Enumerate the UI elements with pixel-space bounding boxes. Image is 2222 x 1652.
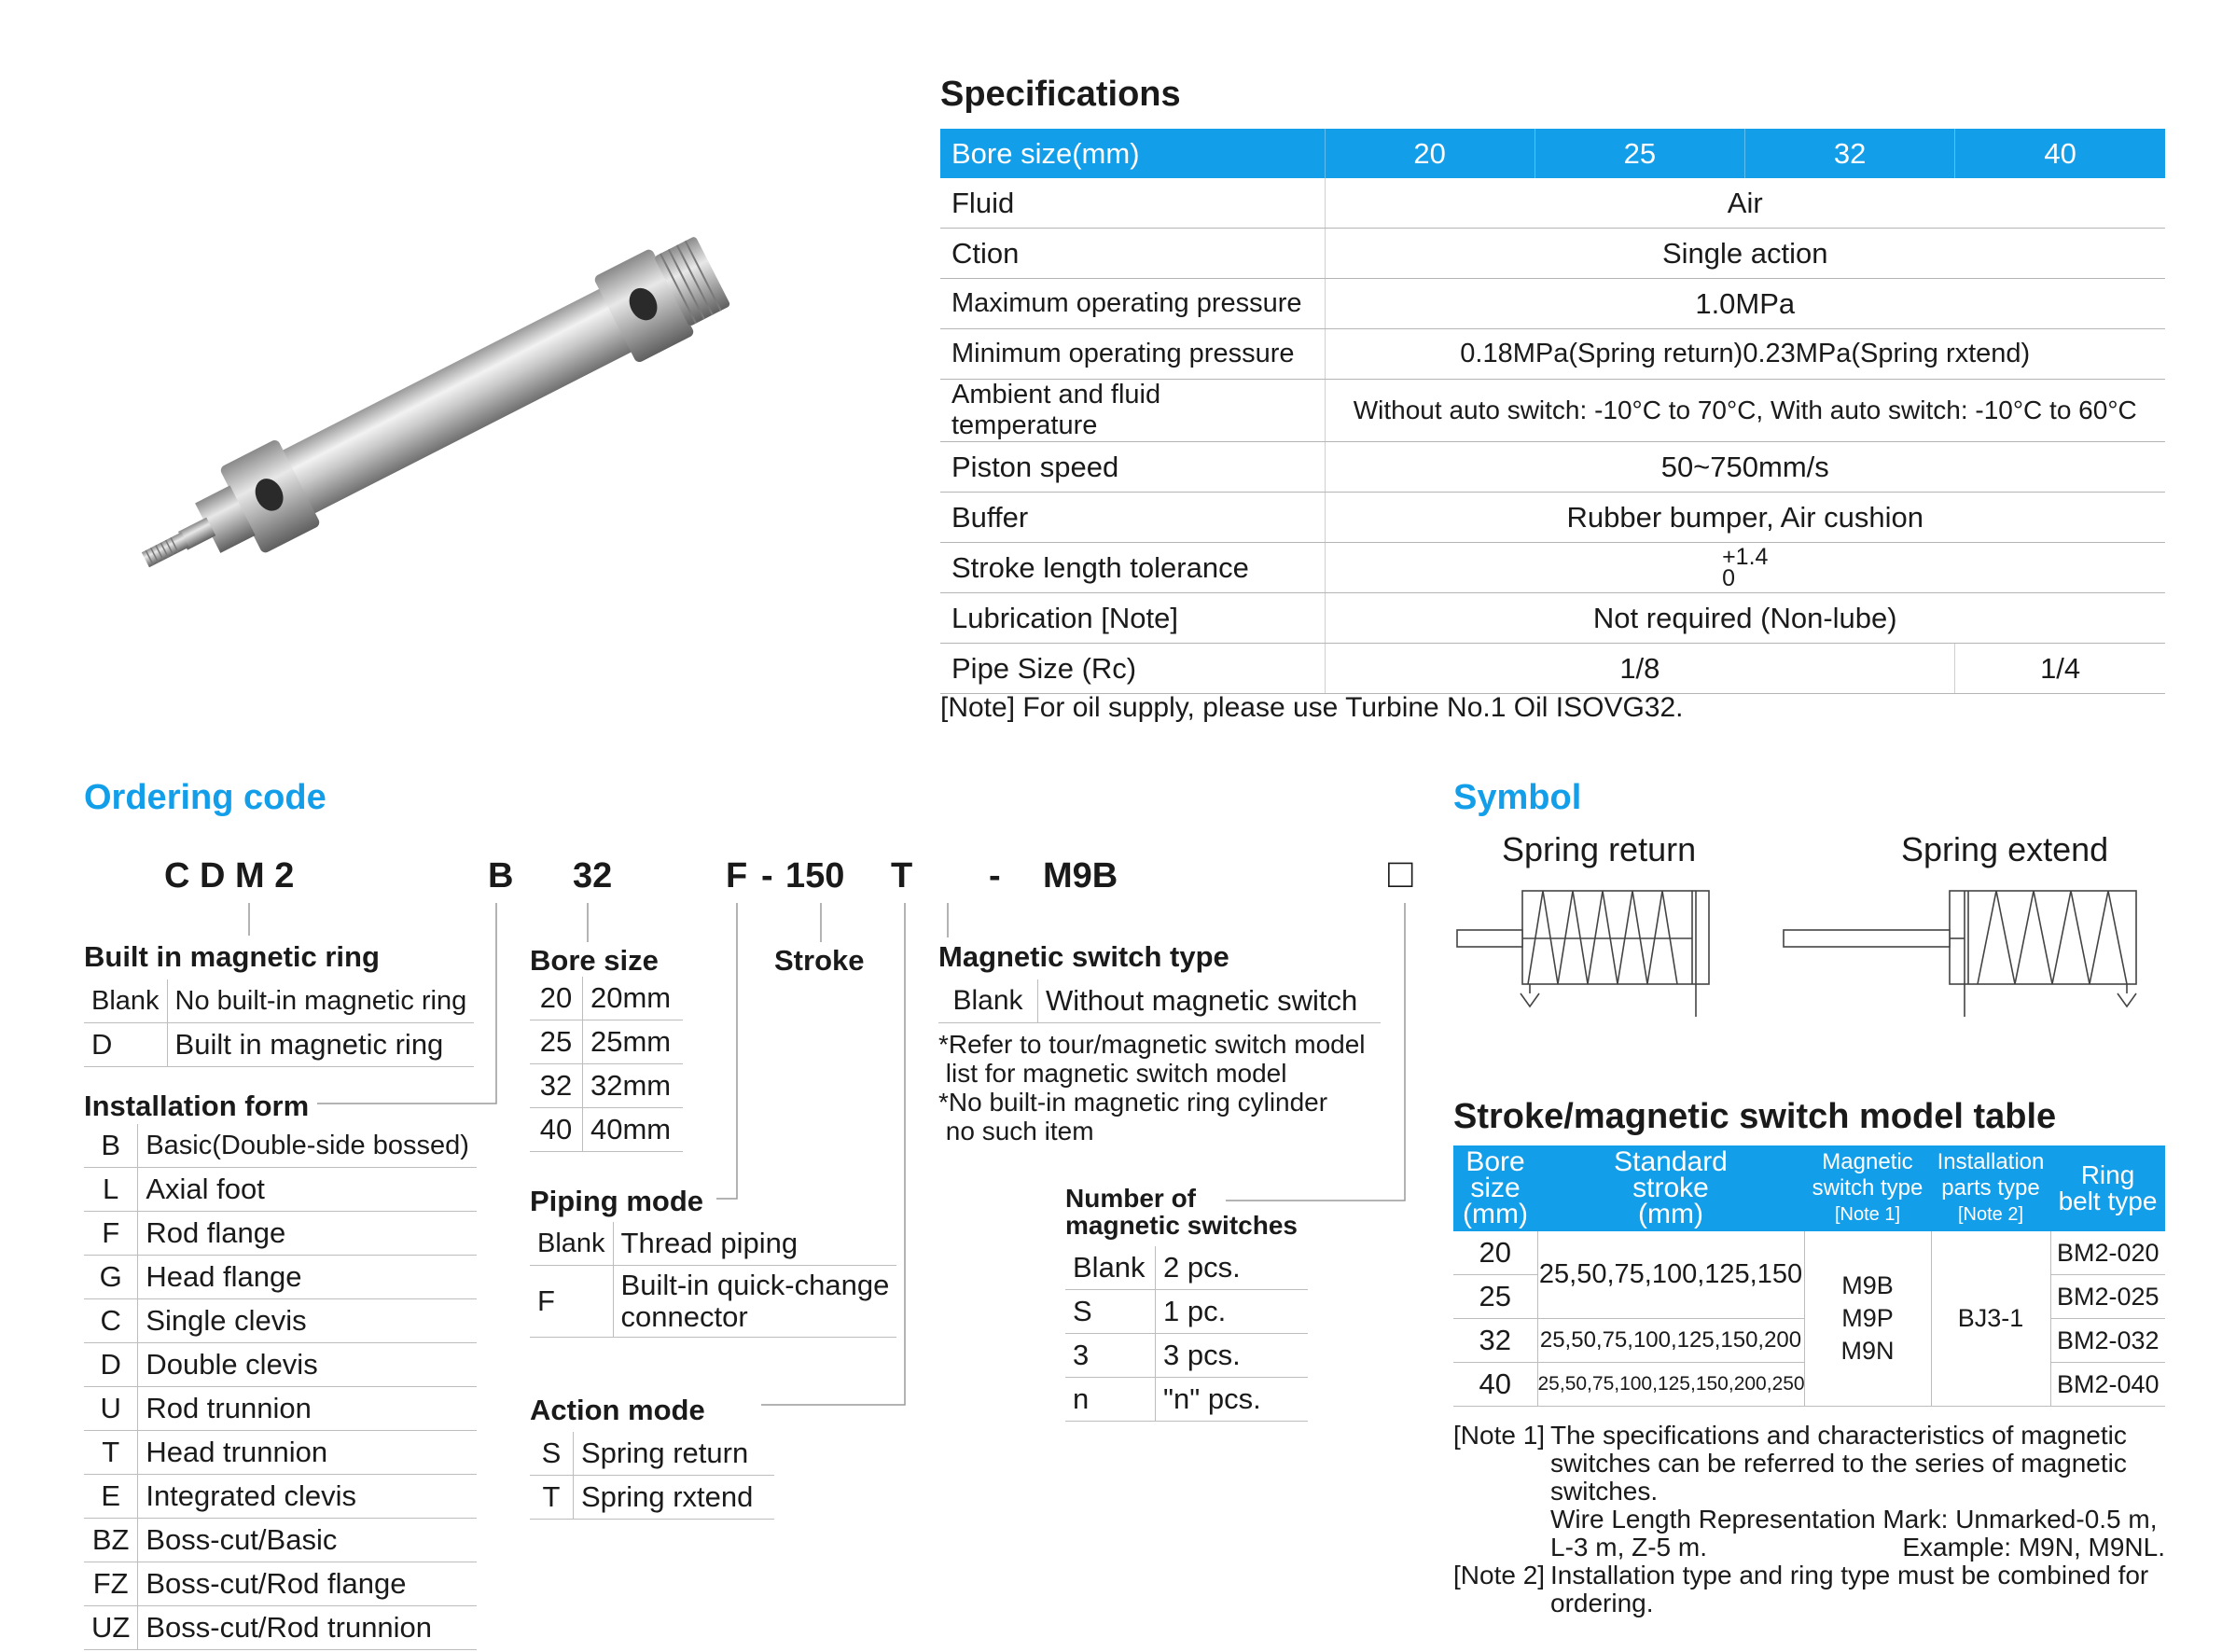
option-key: 20 [530, 977, 583, 1020]
spec-label: Buffer [940, 493, 1325, 543]
option-value: Single clevis [138, 1299, 477, 1343]
option-key: Blank [84, 979, 167, 1023]
option-value: "n" pcs. [1156, 1378, 1309, 1422]
note-last-right: Example: M9N, M9NL. [1902, 1533, 2165, 1562]
code-switch: M9B [1043, 856, 1118, 895]
spec-label: Ambient and fluid temperature [940, 380, 1325, 442]
symbol-spring-extend-label: Spring extend [1901, 830, 2109, 868]
spec-value: Without auto switch: -10°C to 70°C, With auto switch: -10°C to 60°C [1325, 380, 2165, 442]
option-row [84, 1168, 477, 1212]
specifications-note: [Note] For oil supply, please use Turbine No.1 Oil ISOVG32. [940, 692, 1684, 723]
option-row [530, 1476, 774, 1520]
option-key: BZ [84, 1519, 138, 1562]
stroke-table-notes [1453, 1422, 2165, 1617]
option-row [530, 1266, 896, 1338]
option-value: Spring return [574, 1432, 775, 1476]
option-value: 1 pc. [1156, 1290, 1309, 1334]
piping-mode-table [530, 1222, 896, 1338]
option-value: Axial foot [138, 1168, 477, 1212]
note-1 [1453, 1422, 2165, 1562]
option-key: B [84, 1124, 138, 1168]
switch-type-cell: M9B M9P M9N [1804, 1231, 1931, 1407]
option-row [530, 1108, 683, 1152]
note-2 [1453, 1562, 2165, 1617]
specifications-title: Specifications [940, 75, 1181, 114]
action-mode-title: Action mode [530, 1394, 705, 1426]
num-switches-title-line1: Number of [1065, 1184, 1196, 1213]
option-value: Rod flange [138, 1212, 477, 1256]
spec-value: 1/4 [1955, 644, 2165, 694]
spec-value: Air [1325, 178, 2165, 229]
option-row [84, 1431, 477, 1475]
option-value: Boss-cut/Rod flange [138, 1562, 477, 1606]
stroke-table-header-row [1453, 1145, 2165, 1231]
note-text [1550, 1422, 2165, 1562]
option-row [84, 1256, 477, 1299]
option-value: Double clevis [138, 1343, 477, 1387]
option-value: Head trunnion [138, 1431, 477, 1475]
note-key: [Note 2] [1453, 1561, 1546, 1590]
option-value: Boss-cut/Rod trunnion [138, 1606, 477, 1650]
option-value: No built-in magnetic ring [167, 979, 474, 1023]
option-key: D [84, 1023, 167, 1067]
spec-value: Not required (Non-lube) [1325, 593, 2165, 644]
code-bore: 32 [573, 856, 613, 895]
spec-label: Piston speed [940, 442, 1325, 493]
install-part-cell: BJ3-1 [1931, 1231, 2050, 1407]
option-key: S [1065, 1290, 1156, 1334]
option-key: UZ [84, 1606, 138, 1650]
num-switches-title-line2: magnetic switches [1065, 1211, 1298, 1240]
header-stroke: Standard stroke (mm) [1537, 1145, 1804, 1231]
code-piping: F [726, 856, 748, 895]
tolerance-upper: +1.4 [1722, 544, 1769, 570]
header-install-type [1931, 1145, 2050, 1231]
header-switch-type-label: Magnetic switch type [1812, 1149, 1923, 1201]
bore-cell: 32 [1453, 1319, 1537, 1363]
option-key: F [84, 1212, 138, 1256]
option-value: Spring rxtend [574, 1476, 775, 1520]
note-text: Installation type and ring type must be combined for ordering. [1550, 1561, 2149, 1617]
option-key: U [84, 1387, 138, 1431]
option-row [1065, 1334, 1308, 1378]
note-key: [Note 1] [1453, 1421, 1546, 1450]
stroke-table-title: Stroke/magnetic switch model table [1453, 1097, 2057, 1136]
option-row [84, 1212, 477, 1256]
option-value: 25mm [583, 1020, 684, 1064]
option-key: F [530, 1266, 613, 1338]
magnetic-switch-notes: *Refer to tour/magnetic switch model list for magnetic switch model *No built-in magnetic ring cylinder no such item [938, 1030, 1366, 1145]
option-key: 32 [530, 1064, 583, 1108]
option-row [530, 1222, 896, 1266]
option-row [938, 979, 1381, 1023]
option-row [84, 1343, 477, 1387]
option-row [1065, 1290, 1308, 1334]
spec-value: Single action [1325, 229, 2165, 279]
header-ring-type: Ring belt type [2050, 1145, 2165, 1231]
header-switch-type-note: [Note 1] [1834, 1204, 1901, 1225]
bore-size-title: Bore size [530, 944, 659, 977]
option-key: L [84, 1168, 138, 1212]
built-in-ring-table [84, 979, 474, 1067]
spec-value: 50~750mm/s [1325, 442, 2165, 493]
ring-cell: BM2-020 [2050, 1231, 2165, 1275]
stroke-cell: 25,50,75,100,125,150,200 [1537, 1319, 1804, 1363]
bore-cell: 40 [1453, 1363, 1537, 1407]
bore-cell: 20 [1453, 1231, 1537, 1275]
installation-form-table [84, 1124, 477, 1650]
spec-label: Maximum operating pressure [940, 279, 1325, 329]
bore-cell: 25 [1453, 1275, 1537, 1319]
option-key: Blank [1065, 1246, 1156, 1290]
spec-label: Stroke length tolerance [940, 543, 1325, 593]
option-value: 3 pcs. [1156, 1334, 1309, 1378]
ring-cell: BM2-040 [2050, 1363, 2165, 1407]
option-value: 40mm [583, 1108, 684, 1152]
option-value: Head flange [138, 1256, 477, 1299]
option-row [530, 1432, 774, 1476]
code-series: C D M 2 [164, 856, 295, 895]
option-key: Blank [938, 979, 1038, 1023]
option-key: 40 [530, 1108, 583, 1152]
bore-size-table [530, 977, 683, 1152]
table-row [1453, 1231, 2165, 1275]
stroke-switch-table [1453, 1145, 2165, 1407]
spec-value: Rubber bumper, Air cushion [1325, 493, 2165, 543]
option-row [1065, 1378, 1308, 1422]
option-key: G [84, 1256, 138, 1299]
tolerance-lower: 0 [1722, 564, 1735, 591]
piping-mode-title: Piping mode [530, 1185, 703, 1217]
spec-label: Lubrication [Note] [940, 593, 1325, 644]
code-switch-count-box: □ [1388, 851, 1413, 896]
option-row [84, 1023, 474, 1067]
option-value: Built-in quick-change connector [613, 1266, 896, 1338]
header-bore: Bore size (mm) [1453, 1145, 1537, 1231]
spec-label: Fluid [940, 178, 1325, 229]
spec-label: Pipe Size (Rc) [940, 644, 1325, 694]
option-value: Thread piping [613, 1222, 896, 1266]
built-in-ring-title: Built in magnetic ring [84, 940, 380, 973]
ring-cell: BM2-025 [2050, 1275, 2165, 1319]
spec-label: Ction [940, 229, 1325, 279]
magnetic-switch-type-table [938, 979, 1381, 1023]
option-value: Basic(Double-side bossed) [138, 1124, 477, 1168]
spring-return-symbol-icon [1455, 882, 1735, 1021]
option-row [84, 1562, 477, 1606]
note-lines: The specifications and characteristics of magnetic switches can be referred to the series of magnetic switches. Wire Length Representation Mark: Unmarked-0.5 m, [1550, 1421, 2158, 1534]
spec-bore-32: 32 [1745, 129, 1955, 178]
option-row [84, 1475, 477, 1519]
stroke-cell: 25,50,75,100,125,150 [1537, 1231, 1804, 1319]
option-value: Without magnetic switch [1038, 979, 1382, 1023]
option-row [1065, 1246, 1308, 1290]
option-row [530, 977, 683, 1020]
option-row [84, 1519, 477, 1562]
option-key: T [84, 1431, 138, 1475]
spec-label: Minimum operating pressure [940, 329, 1325, 380]
stroke-title: Stroke [774, 944, 865, 977]
option-key: C [84, 1299, 138, 1343]
action-mode-table [530, 1432, 774, 1520]
code-action: T [891, 856, 913, 895]
spec-bore-40: 40 [1955, 129, 2165, 178]
num-switches-title [1065, 1185, 1298, 1239]
spec-bore-20: 20 [1325, 129, 1535, 178]
option-row [84, 1387, 477, 1431]
option-value: 32mm [583, 1064, 684, 1108]
option-key: D [84, 1343, 138, 1387]
code-mount: B [488, 856, 514, 895]
note-last-left: L-3 m, Z-5 m. [1550, 1533, 1708, 1562]
header-install-type-note: [Note 2] [1957, 1204, 2024, 1225]
code-stroke: 150 [785, 856, 845, 895]
code-dash: - [761, 856, 773, 895]
spring-extend-symbol-icon [1782, 882, 2155, 1021]
spec-value: 1/8 [1325, 644, 1955, 694]
num-switches-table [1065, 1246, 1308, 1422]
ring-cell: BM2-032 [2050, 1319, 2165, 1363]
option-row [530, 1064, 683, 1108]
option-key: n [1065, 1378, 1156, 1422]
option-key: Blank [530, 1222, 613, 1266]
symbol-spring-return-label: Spring return [1502, 830, 1697, 868]
option-row [84, 1299, 477, 1343]
option-row [530, 1020, 683, 1064]
symbol-title: Symbol [1453, 778, 1582, 817]
option-key: T [530, 1476, 574, 1520]
option-value: 20mm [583, 977, 684, 1020]
spec-header-label: Bore size(mm) [940, 129, 1325, 178]
stroke-cell: 25,50,75,100,125,150,200,250 [1537, 1363, 1804, 1407]
installation-form-title: Installation form [84, 1090, 310, 1122]
option-value: 2 pcs. [1156, 1246, 1309, 1290]
option-value: Rod trunnion [138, 1387, 477, 1431]
option-value: Integrated clevis [138, 1475, 477, 1519]
spec-value: 1.0MPa [1325, 279, 2165, 329]
header-switch-type [1804, 1145, 1931, 1231]
option-key: E [84, 1475, 138, 1519]
spec-bore-25: 25 [1535, 129, 1744, 178]
option-row [84, 1606, 477, 1650]
ordering-code-title: Ordering code [84, 778, 326, 817]
option-value: Boss-cut/Basic [138, 1519, 477, 1562]
option-key: 25 [530, 1020, 583, 1064]
magnetic-switch-type-title: Magnetic switch type [938, 940, 1229, 973]
header-install-type-label: Installation parts type [1937, 1149, 2045, 1201]
spec-value: 0.18MPa(Spring return)0.23MPa(Spring rxtend) [1325, 329, 2165, 380]
option-key: FZ [84, 1562, 138, 1606]
option-row [84, 1124, 477, 1168]
option-key: S [530, 1432, 574, 1476]
option-value: Built in magnetic ring [167, 1023, 474, 1067]
code-dash: - [989, 856, 1001, 895]
note-last-line [1550, 1534, 2165, 1562]
option-key: 3 [1065, 1334, 1156, 1378]
option-row [84, 979, 474, 1023]
